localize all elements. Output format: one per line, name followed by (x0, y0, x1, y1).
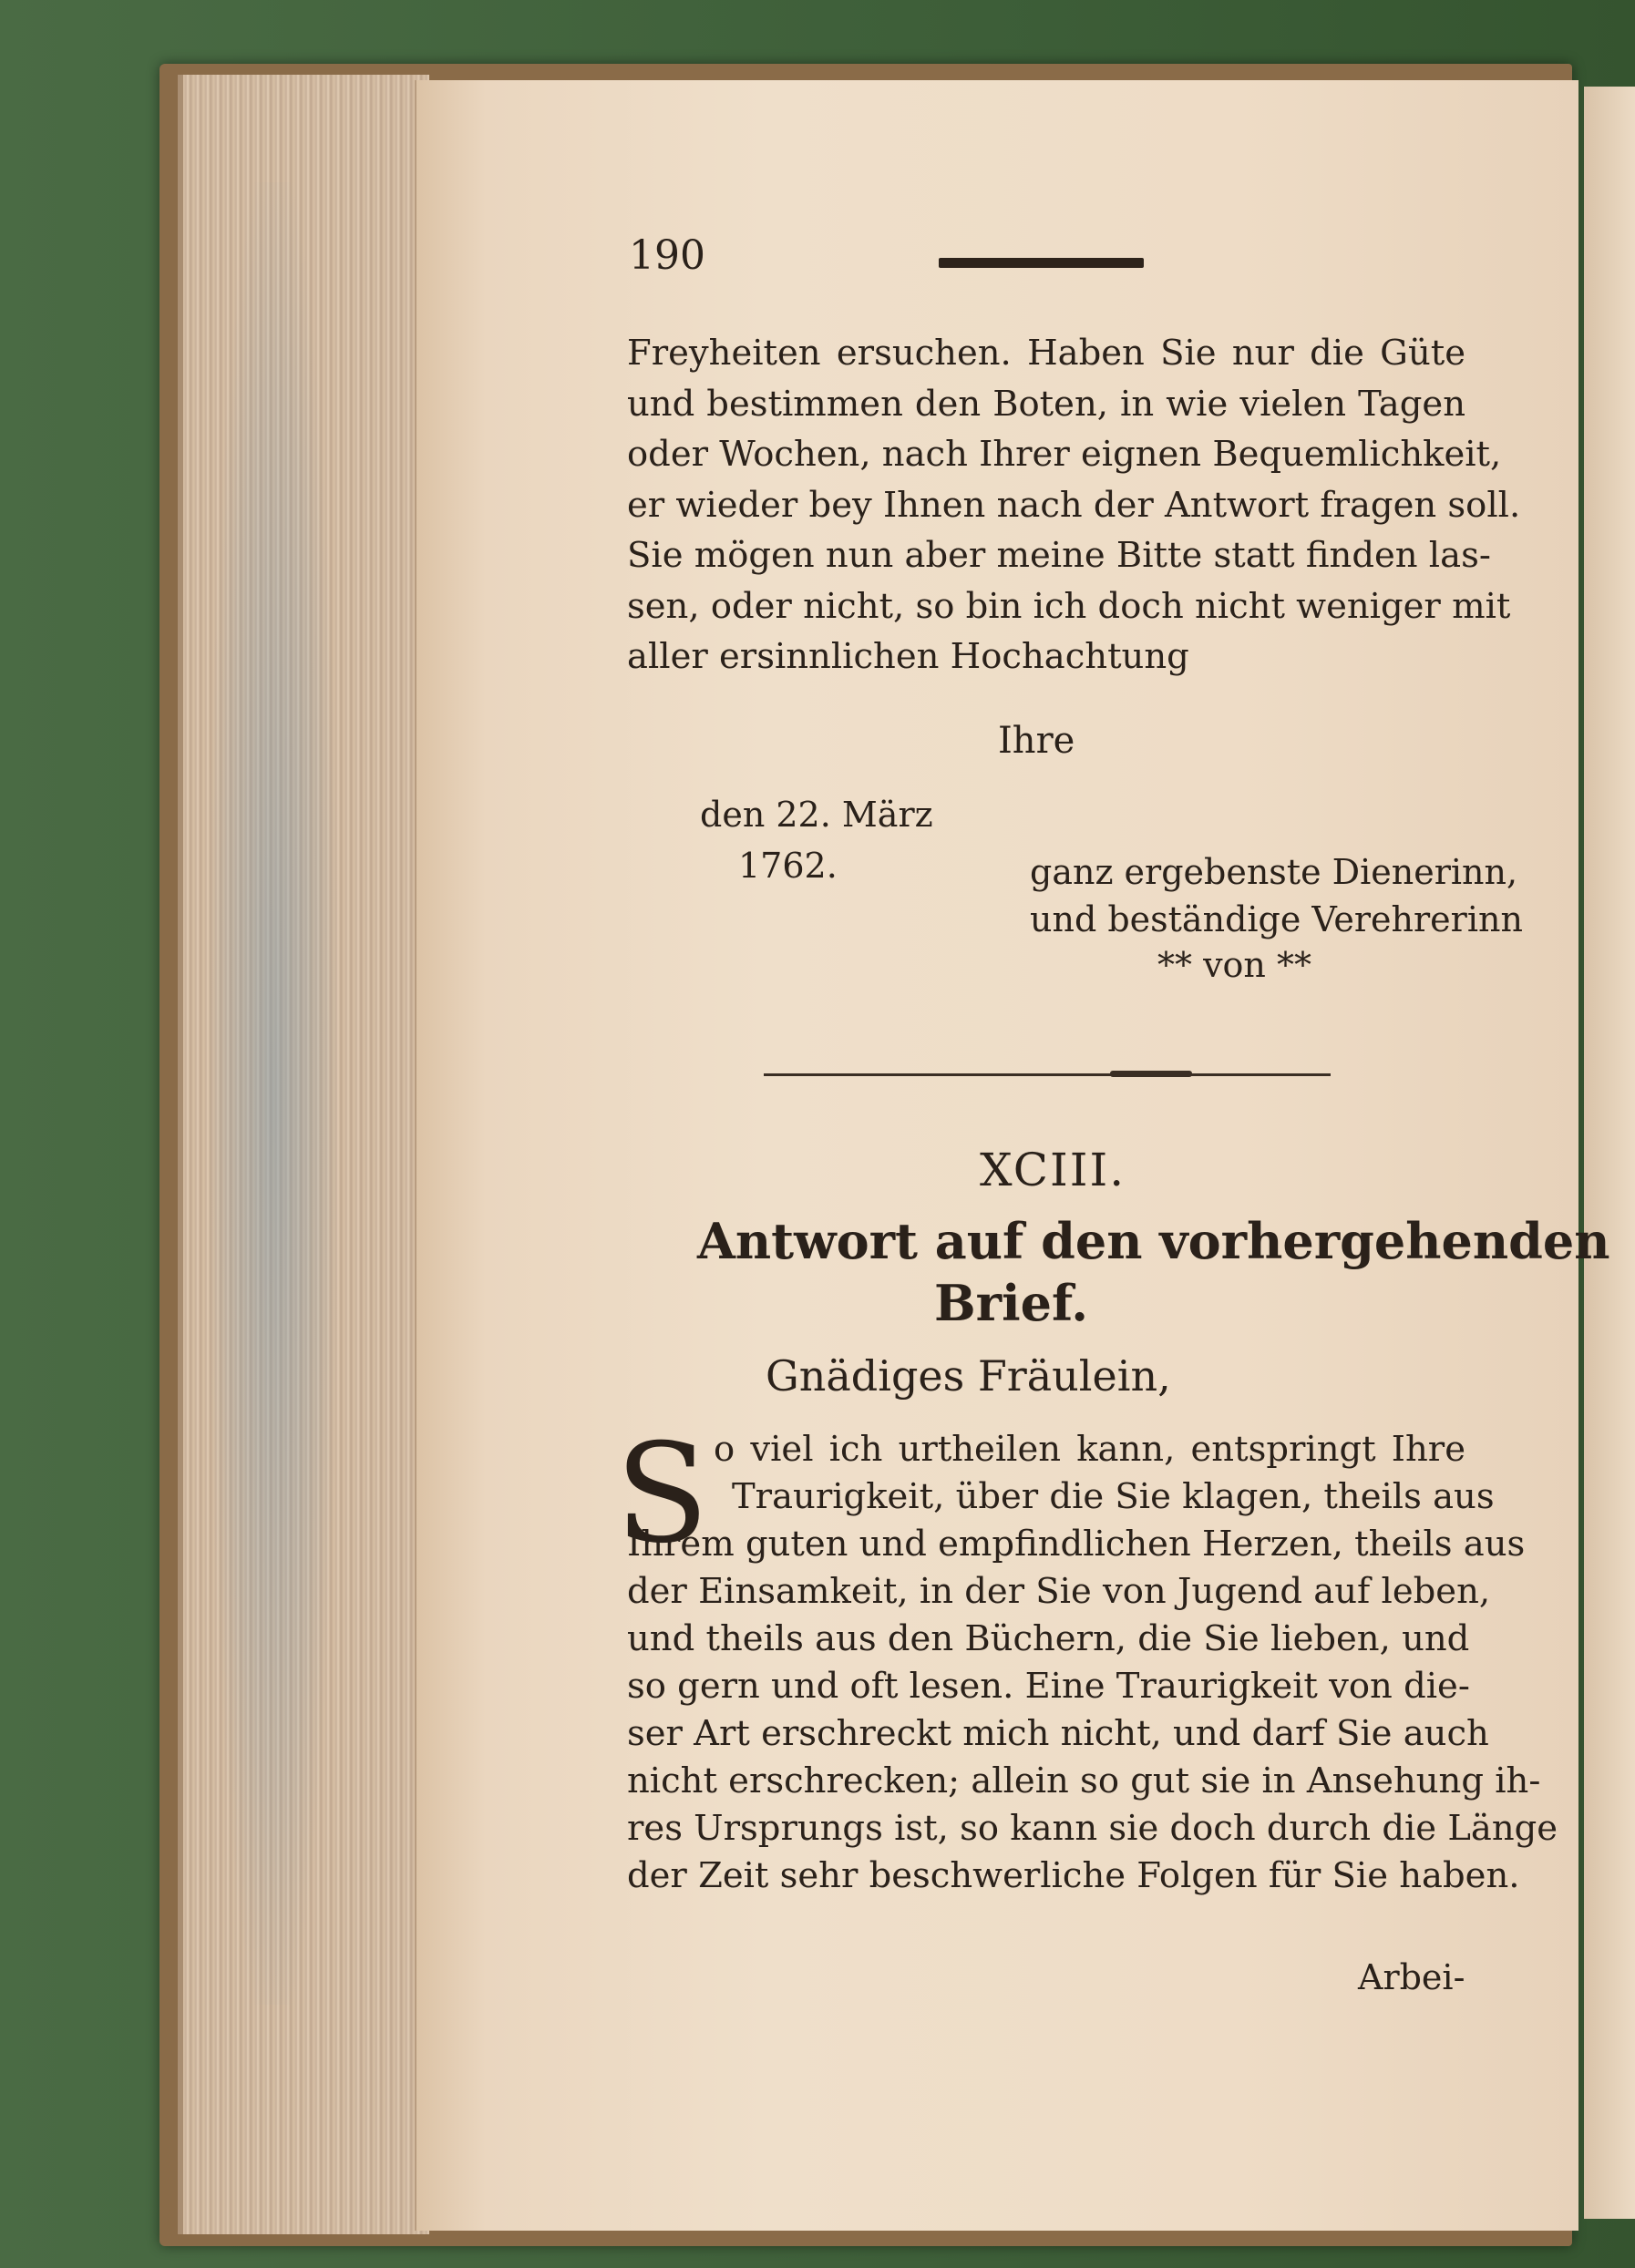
text-line: ser Art erschreckt mich nicht, und darf Sie auch (627, 1713, 1489, 1754)
letter-title: Antwort auf den vorhergehenden (697, 1212, 1610, 1270)
letter-closing: Ihre (998, 720, 1075, 762)
drop-cap: S (615, 1415, 709, 1574)
edge-stain (210, 182, 337, 2005)
page-number: 190 (629, 232, 705, 279)
text-line: Ihrem guten und empfindlichen Herzen, theils aus (627, 1524, 1526, 1565)
signature-line: ganz ergebenste Dienerinn, (1030, 852, 1518, 892)
letter-body (627, 1426, 1558, 1900)
text-line: der Zeit sehr beschwerliche Folgen für Sie haben. (627, 1855, 1520, 1896)
text-line: nicht erschrecken; allein so gut sie in Ansehung ih- (627, 1760, 1541, 1801)
salutation: Gnädiges Fräulein, (766, 1351, 1171, 1401)
section-divider (764, 1073, 1331, 1076)
catchword: Arbei- (1358, 1957, 1465, 1997)
text-line: res Ursprungs ist, so kann sie doch durch die Länge (627, 1808, 1558, 1849)
header-rule (939, 258, 1144, 268)
letter-title: Brief. (934, 1274, 1089, 1332)
text-line: Freyheiten ersuchen. Haben Sie nur die Güte (627, 333, 1465, 374)
text-line: der Einsamkeit, in der Sie von Jugend auf leben, (627, 1571, 1491, 1612)
text-line: so gern und oft lesen. Eine Traurigkeit von die- (627, 1666, 1470, 1707)
letter-year: 1762. (738, 846, 838, 886)
text-line: Sie mögen nun aber meine Bitte statt finden las- (627, 535, 1491, 576)
text-line: o viel ich urtheilen kann, entspringt Ihre (714, 1429, 1465, 1470)
signature-line: und beständige Verehrerinn (1030, 899, 1523, 939)
facing-page-edge (1584, 87, 1635, 2219)
letter-date: den 22. März (700, 795, 933, 835)
text-line: er wieder bey Ihnen nach der Antwort fragen soll. (627, 484, 1521, 526)
text-line: sen, oder nicht, so bin ich doch nicht weniger mit (627, 585, 1511, 627)
previous-letter-text (627, 328, 1521, 682)
text-line: und theils aus den Büchern, die Sie lieben, und (627, 1618, 1470, 1659)
text-line: Traurigkeit, über die Sie klagen, theils aus (732, 1476, 1495, 1517)
signature-name: ** von ** (1157, 945, 1311, 985)
text-line: aller ersinnlichen Hochachtung (627, 636, 1189, 677)
letter-number: XCIII. (980, 1144, 1126, 1196)
text-line: oder Wochen, nach Ihrer eignen Bequemlichkeit, (627, 434, 1502, 475)
text-line: und bestimmen den Boten, in wie vielen Tagen (627, 383, 1465, 425)
